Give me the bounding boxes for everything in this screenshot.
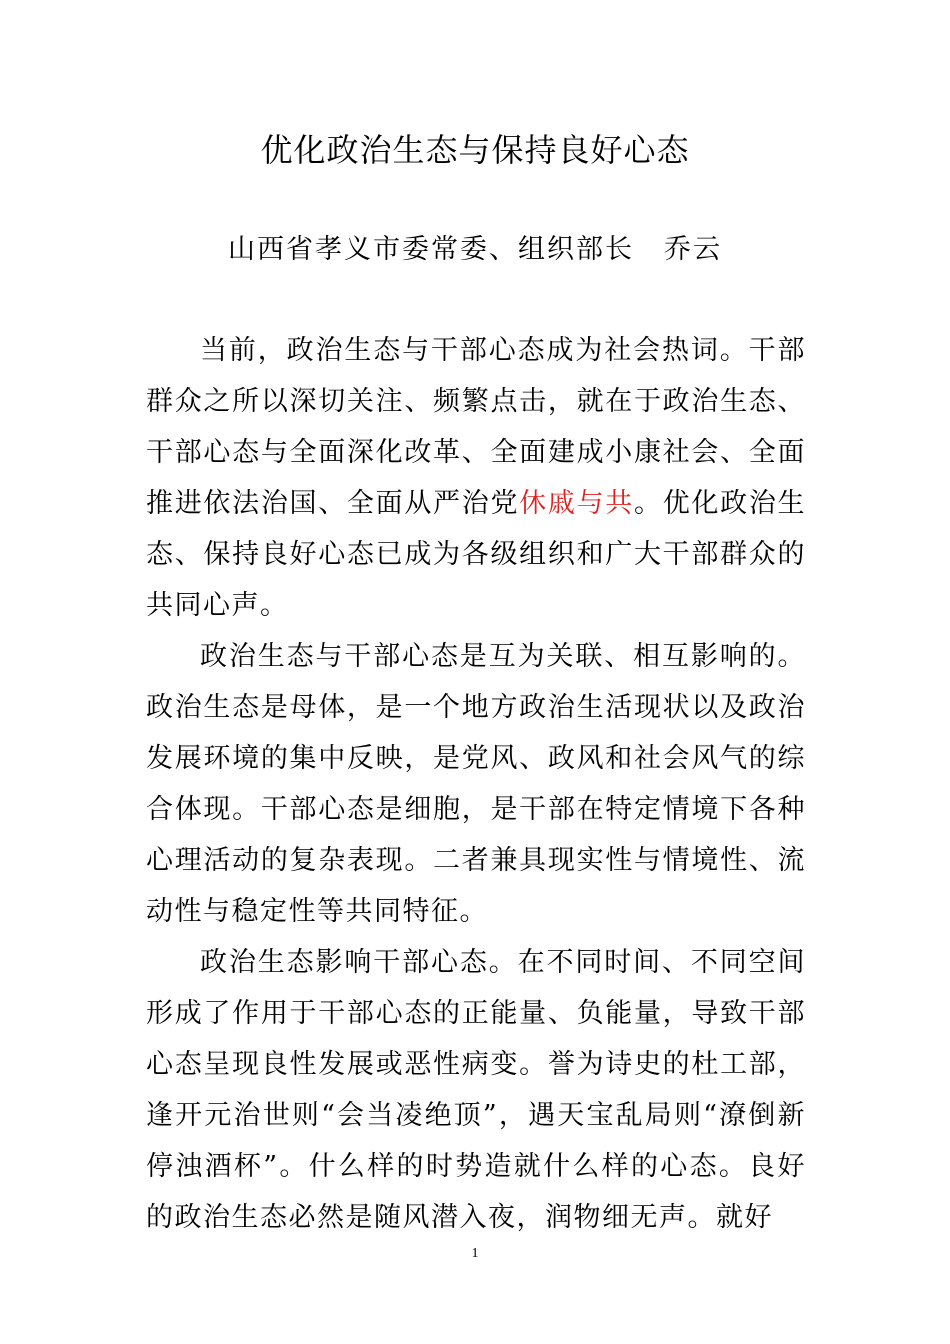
document-body [146, 325, 806, 1243]
highlighted-phrase: 休戚与共 [519, 488, 634, 519]
paragraph-text: 。优化政治生态、保持良好心态已成为各级组织和广大干部群众的共同心声。 [146, 488, 807, 621]
document-title: 优化政治生态与保持良好心态 [260, 131, 690, 169]
author-position: 山西省孝义市委常委、组织部长 [228, 234, 634, 265]
page-number: 1 [471, 1246, 479, 1261]
paragraph: 政治生态与干部心态是互为关联、相互影响的。政治生态是母体，是一个地方政治生活现状以及政治发展环境的集中反映，是党风、政风和社会风气的综合体现。干部心态是细胞，是干部在特定情境下各种心理活动的复杂表现。二者兼具现实性与情境性、流动性与稳定性等共同特征。 [146, 641, 806, 927]
paragraph [146, 325, 806, 631]
paragraph-text: 当前，政治生态与干部心态成为社会热词。干部群众之所以深切关注、频繁点击，就在于政治生态、干部心态与全面深化改革、全面建成小康社会、全面推进依法治国、全面从严治党 [146, 335, 806, 519]
author-name: 乔云 [664, 234, 722, 265]
author-line [0, 228, 950, 272]
paragraph: 政治生态影响干部心态。在不同时间、不同空间形成了作用于干部心态的正能量、负能量，导致干部心态呈现良性发展或恶性病变。誉为诗史的杜工部，逢开元治世则“会当凌绝顶”，遇天宝乱局则“潦倒新停浊酒杯”。什么样的时势造就什么样的心态。良好的政治生态必然是随风潜入夜，润物细无声。就好 [146, 947, 806, 1233]
